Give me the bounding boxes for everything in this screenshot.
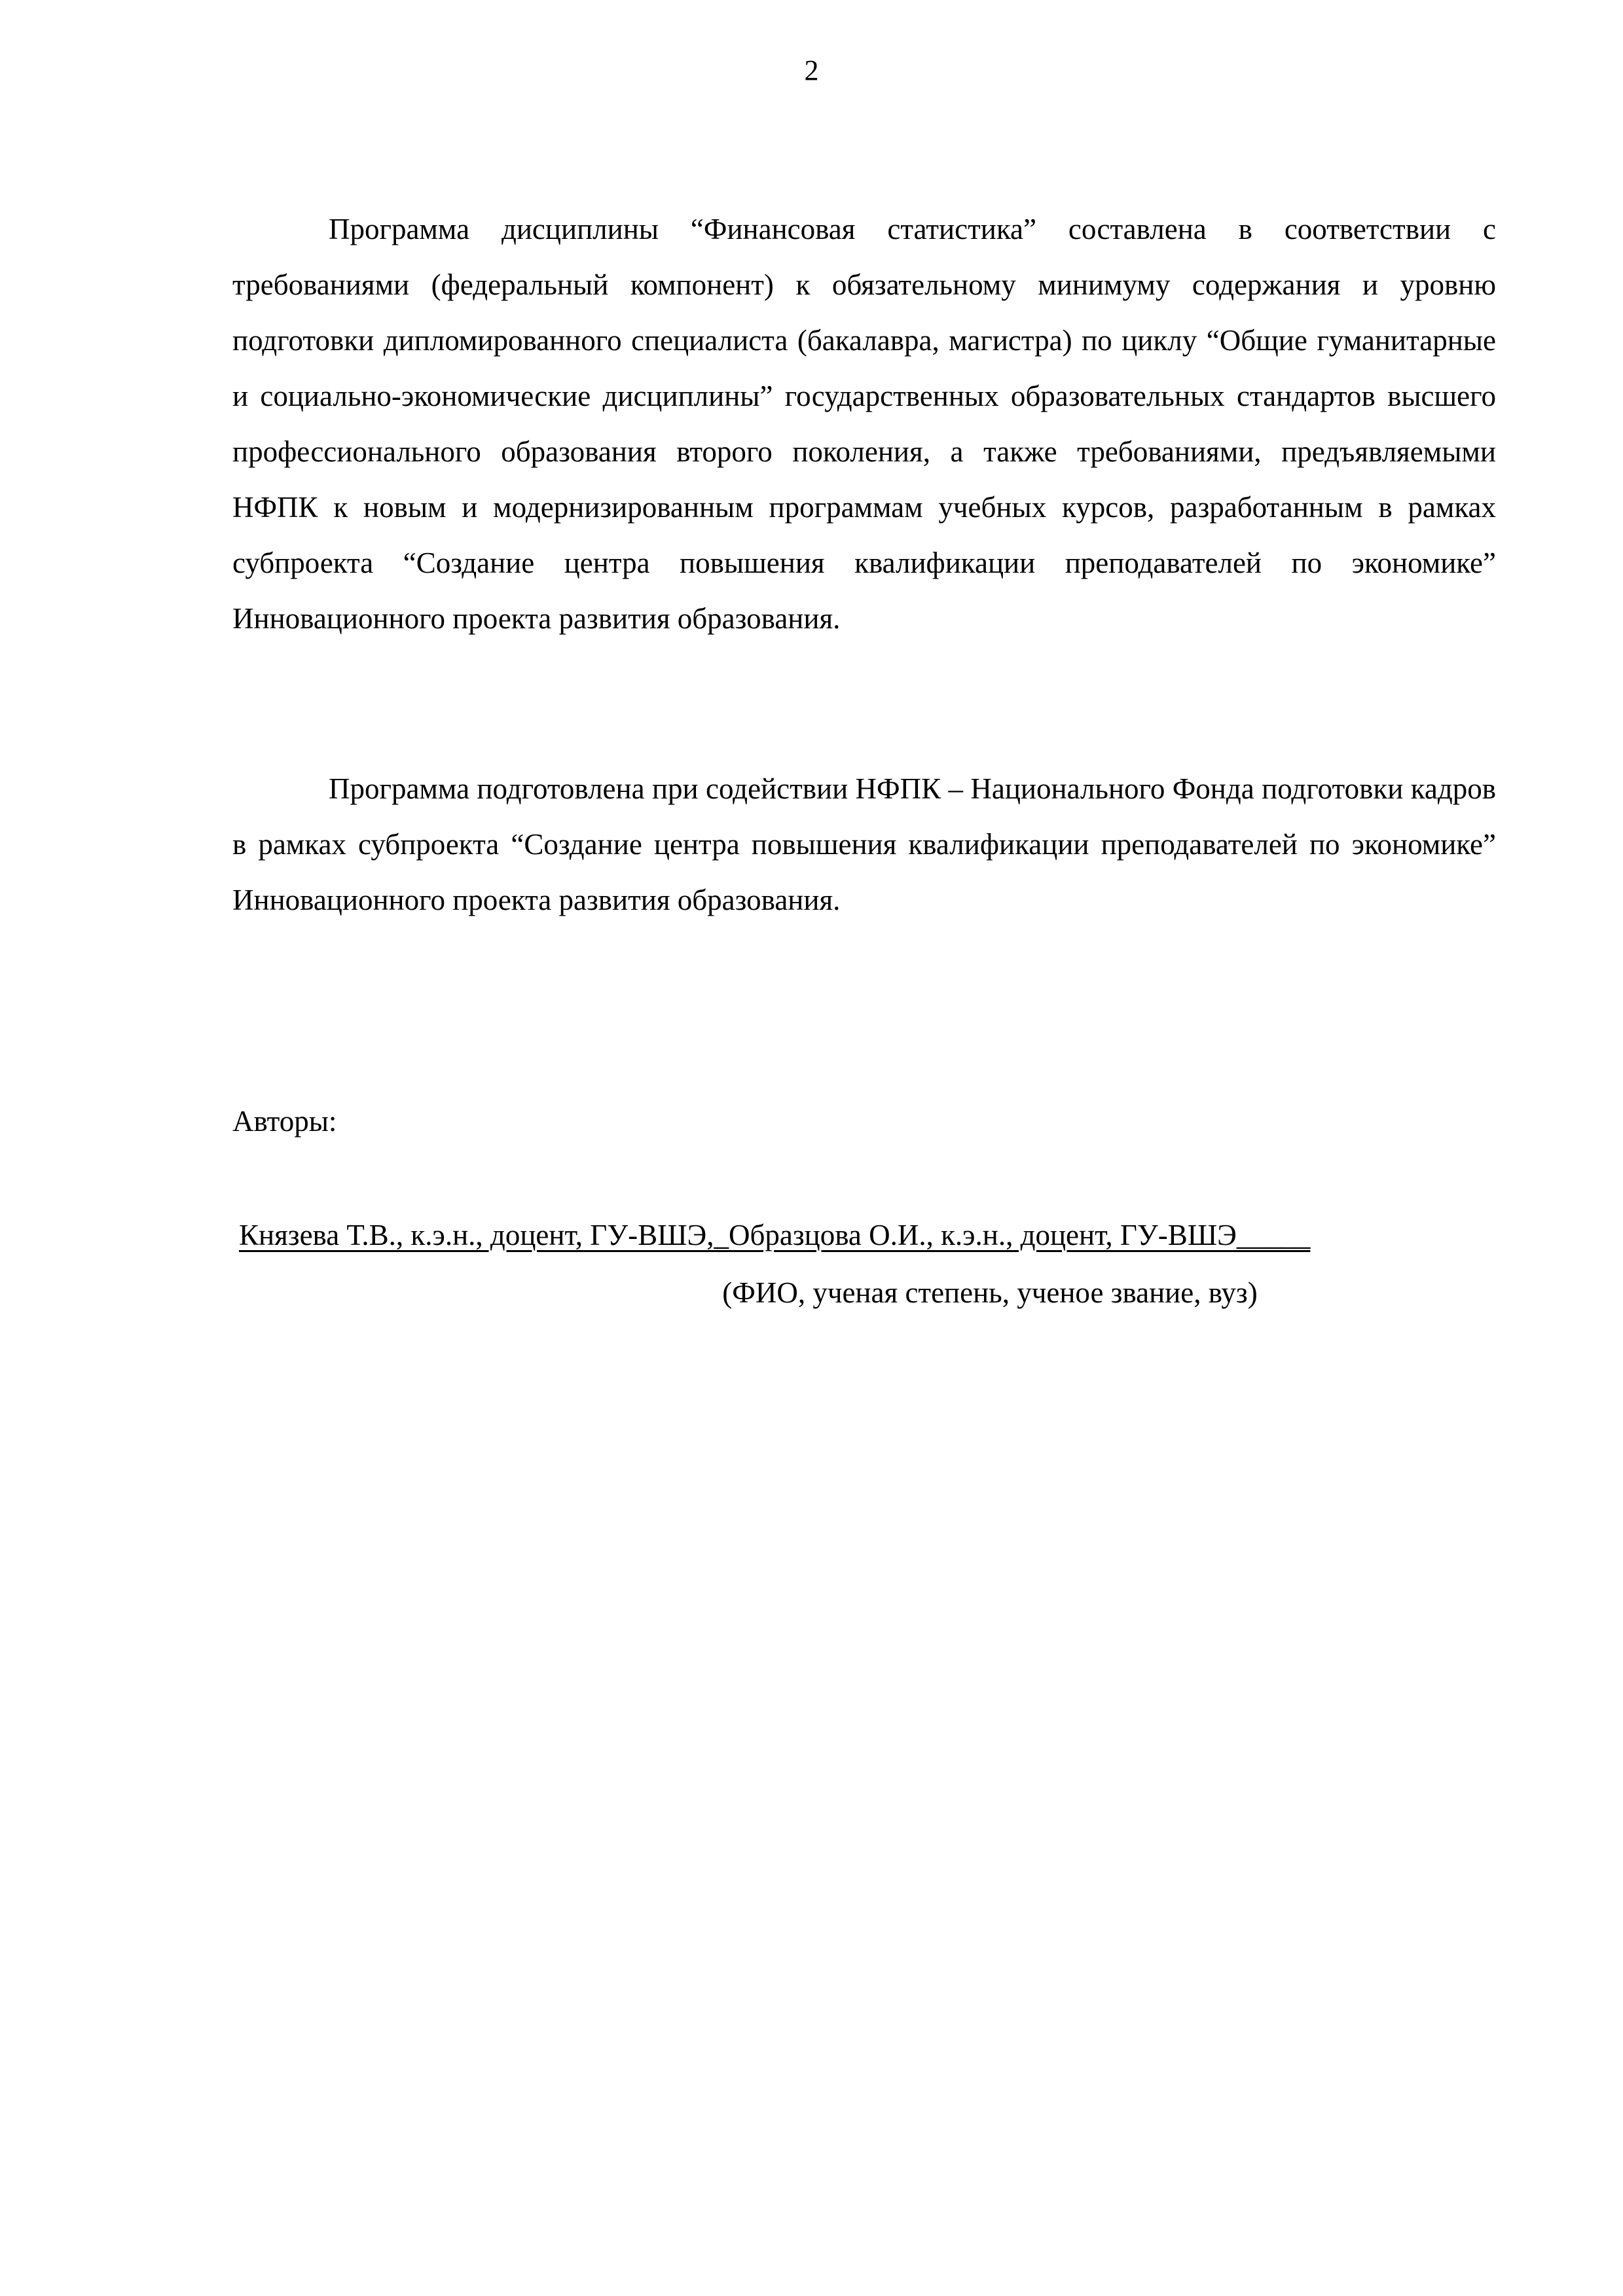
authors-label: Авторы: [232, 1105, 337, 1138]
program-description-paragraph: Программа дисциплины “Финансовая статистика” составлена в соответствии с требованиями (федеральный компонент) к обязательному минимуму содержания и уровню подготовки дипломированного специалиста (бакалавра, магистра) по циклу “Общие гуманитарные и социально-экономические дисциплины” государственных образовательных стандартов высшего профессионального образования второго поколения, а также требованиями, предъявляемыми НФПК к новым и модернизированным программам учебных курсов, разработанным в рамках субпроекта “Создание центра повышения квалификации преподавателей по экономике” Инновационного проекта развития образования. [232, 213, 1496, 635]
authors-names: Князева Т.В., к.э.н., доцент, ГУ-ВШЭ,_Образцова О.И., к.э.н., доцент, ГУ-ВШЭ_____ [239, 1219, 1311, 1251]
program-support-paragraph: Программа подготовлена при содействии НФПК – Национального Фонда подготовки кадров в рамках субпроекта “Создание центра повышения квалификации преподавателей по экономике” Инновационного проекта развития образования. [232, 772, 1496, 916]
authors-caption: (ФИО, ученая степень, ученое звание, вуз) [722, 1276, 1258, 1309]
page-number: 2 [804, 54, 819, 86]
